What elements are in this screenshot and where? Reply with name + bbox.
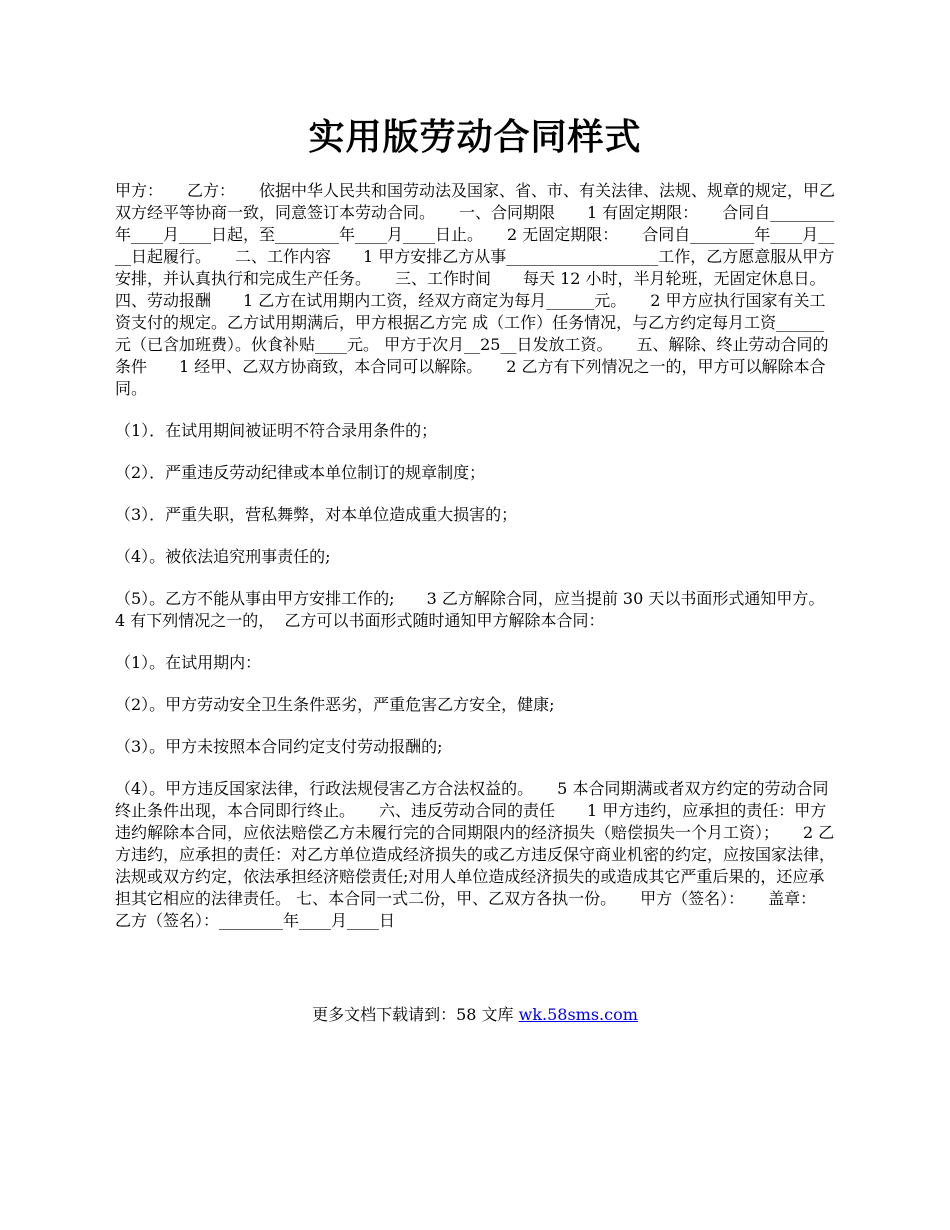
footer-link[interactable]: wk.58sms.com bbox=[518, 1005, 638, 1024]
list-item: （4）。被依法追究刑事责任的; bbox=[115, 547, 331, 566]
list-item: （2）。甲方劳动安全卫生条件恶劣，严重危害乙方安全，健康; bbox=[115, 695, 555, 714]
list-item: （3）．严重失职，营私舞弊，对本单位造成重大损害的； bbox=[115, 505, 518, 524]
footer-text: 更多文档下载请到：58 文库 bbox=[312, 1005, 519, 1024]
document-title: 实用版劳动合同样式 bbox=[308, 116, 642, 158]
list-item: （5）。乙方不能从事由甲方安排工作的; 3 乙方解除合同，应当提前 30 天以书面形式通知甲方。 4 有下列情况之一的， 乙方可以书面形式随时通知甲方解除本合同： bbox=[115, 589, 849, 630]
list-item: （3）。甲方未按照本合同约定支付劳动报酬的; bbox=[115, 737, 443, 756]
contract-intro-paragraph: 甲方： 乙方： 依据中华人民共和国劳动法及国家、省、市、有关法律、法规、规章的规定，甲乙双方经平等协商一致，同意签订本劳动合同。 一、合同期限 1 有固定期限： 合同自________年____月____日起，至________年____月____日止。 2 无固定期限： 合同自________年____月____日起履行。 二、工作内容 1 甲方安排乙方从事___________________工作，乙方愿意服从甲方安排，并认真执行和完成生产任务。 三、工作时间 每天 12 小时，半月轮班，无固定休息日。 四、劳动报酬 1 乙方在试用期内工资，经双方商定为每月______元。 2 甲方应执行国家有关工资支付的规定。乙方试用期满后，甲方根据乙方完 成（工作）任务情况，与乙方约定每月工资______元（已含加班费）。伙食补贴____元。 甲方于次月__25__日发放工资。 五、解除、终止劳动合同的条件 1 经甲、乙双方协商致，本合同可以解除。 2 乙方有下列情况之一的，甲方可以解除本合同。 bbox=[115, 181, 850, 398]
document-body bbox=[115, 180, 850, 932]
list-item: （1）。在试用期内： bbox=[115, 653, 262, 672]
contract-closing-paragraph: （4）。甲方违反国家法律，行政法规侵害乙方合法权益的。 5 本合同期满或者双方约定的劳动合同终止条件出现，本合同即行终止。 六、违反劳动合同的责任 1 甲方违约，应承担的责任：甲方违约解除本合同，应依法赔偿乙方未履行完的合同期限内的经济损失（赔偿损失一个月工资）； 2 乙方违约，应承担的责任：对乙方单位造成经济损失的或乙方违反保守商业机密的约定，应按国家法律，法规或双方约定，依法承担经济赔偿责任;对用人单位造成经济损失的或造成其它严重后果的，还应承担其它相应的法律责任。 七、本合同一式二份，甲、乙双方各执一份。 甲方（签名）： 盖章： 乙方（签名）：________年____月____日 bbox=[115, 779, 841, 930]
list-item: （2）．严重违反劳动纪律或本单位制订的规章制度； bbox=[115, 463, 486, 482]
download-footer bbox=[0, 1003, 950, 1027]
list-item: （1）．在试用期间被证明不符合录用条件的； bbox=[115, 421, 438, 440]
